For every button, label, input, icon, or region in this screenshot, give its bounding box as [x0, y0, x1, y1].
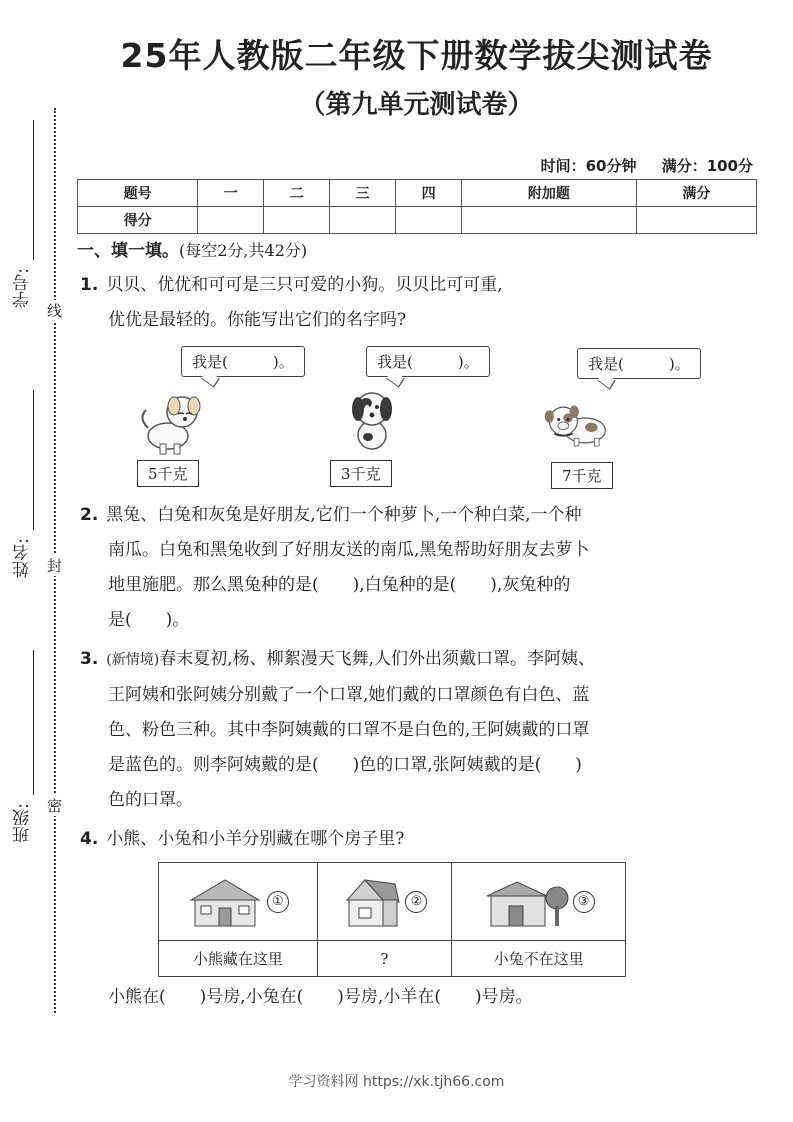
weight-label: 7千克	[551, 462, 613, 489]
houses-caption-row	[159, 941, 626, 977]
student-id-line[interactable]	[33, 120, 34, 260]
question-text: 小熊、小兔和小羊分别藏在哪个房子里?	[106, 829, 405, 849]
name-label: 姓名:	[13, 538, 33, 578]
question-text: 色、粉色三种。其中李阿姨戴的口罩不是白色的,王阿姨戴的口罩	[108, 720, 590, 740]
score-cell: 满分	[636, 180, 756, 207]
house-caption: ?	[317, 941, 452, 977]
house-cell	[159, 863, 318, 941]
score-table-header-row	[78, 180, 757, 207]
question-3	[80, 642, 730, 818]
question-1	[80, 268, 730, 338]
score-cell: 四	[396, 180, 462, 207]
score-cell: 附加题	[462, 180, 637, 207]
speech-bubble[interactable]: 我是( )。	[181, 346, 305, 377]
question-4-answer[interactable]: 小熊在( )号房,小兔在( )号房,小羊在( )号房。	[108, 987, 533, 1007]
page-title: 25年人教版二年级下册数学拔尖测试卷	[120, 36, 713, 75]
question-text: 优优是最轻的。你能写出它们的名字吗?	[108, 310, 407, 330]
score-input-cell[interactable]	[198, 207, 264, 234]
question-text: 色的口罩。	[108, 790, 193, 810]
dog-illustration-icon	[138, 388, 208, 458]
question-text: 地里施肥。那么黑兔种的是( ),白兔种的是( ),灰兔种的	[108, 575, 571, 595]
houses-table	[158, 862, 626, 977]
question-text: 贝贝、优优和可可是三只可爱的小狗。贝贝比可可重,	[106, 275, 503, 295]
weight-label: 3千克	[330, 460, 392, 487]
score-cell: 题号	[78, 180, 198, 207]
score-input-cell[interactable]	[330, 207, 396, 234]
student-id-label: 学号:	[13, 268, 33, 308]
house-cell	[452, 863, 626, 941]
question-number: 3.	[80, 649, 99, 669]
section-title: 一、填一填。	[77, 241, 179, 261]
question-2	[80, 498, 730, 638]
full-score: 满分：100分	[661, 157, 753, 175]
question-text: 春末夏初,杨、柳絮漫天飞舞,人们外出须戴口罩。李阿姨、	[159, 649, 596, 669]
question-text: 是( )。	[108, 610, 190, 630]
score-cell: 二	[264, 180, 330, 207]
dog-illustration-icon	[338, 385, 408, 455]
house-number: ②	[405, 891, 427, 913]
score-input-cell[interactable]	[462, 207, 637, 234]
house-number: ③	[573, 891, 595, 913]
house-caption: 小熊藏在这里	[159, 941, 318, 977]
question-number: 1.	[80, 275, 99, 295]
question-text: 王阿姨和张阿姨分别戴了一个口罩,她们戴的口罩颜色有白色、蓝	[108, 685, 590, 705]
question-number: 4.	[80, 829, 99, 849]
score-input-cell[interactable]	[636, 207, 756, 234]
seal-mark-seal: 封	[44, 555, 65, 576]
house-icon	[341, 876, 401, 928]
question-tag: (新情境)	[106, 652, 160, 668]
question-text: 南瓜。白兔和黑兔收到了好朋友送的南瓜,黑兔帮助好朋友去萝卜	[108, 540, 590, 560]
score-cell: 一	[198, 180, 264, 207]
house-icon	[187, 876, 263, 928]
question-text: 黑兔、白兔和灰兔是好朋友,它们一个种萝卜,一个种白菜,一个种	[106, 505, 582, 525]
seal-mark-line: 线	[44, 300, 65, 321]
section-heading	[77, 236, 307, 261]
question-number: 2.	[80, 505, 99, 525]
score-input-cell[interactable]	[264, 207, 330, 234]
section-note: (每空2分,共42分)	[179, 241, 308, 260]
house-cell	[317, 863, 452, 941]
score-table-score-row	[78, 207, 757, 234]
question-4	[80, 822, 730, 857]
house-caption: 小兔不在这里	[452, 941, 626, 977]
footer-watermark: 学习资料网 https://xk.tjh66.com	[288, 1074, 505, 1090]
dog-illustration-icon	[540, 390, 610, 460]
score-input-cell[interactable]	[396, 207, 462, 234]
score-table	[77, 179, 757, 234]
time-limit: 时间：60分钟	[540, 157, 637, 175]
speech-bubble[interactable]: 我是( )。	[577, 348, 701, 379]
score-cell: 三	[330, 180, 396, 207]
house-icon	[483, 876, 569, 928]
houses-picture-row	[159, 863, 626, 941]
class-line[interactable]	[33, 650, 34, 795]
house-number: ①	[267, 891, 289, 913]
exam-meta	[521, 155, 753, 176]
seal-mark-secret: 密	[44, 795, 65, 816]
name-line[interactable]	[33, 390, 34, 530]
class-label: 班级:	[13, 803, 33, 843]
question-text: 是蓝色的。则李阿姨戴的是( )色的口罩,张阿姨戴的是( )	[108, 755, 582, 775]
weight-label: 5千克	[137, 460, 199, 487]
page-subtitle: （第九单元测试卷）	[299, 90, 534, 120]
score-label: 得分	[78, 207, 198, 234]
speech-bubble[interactable]: 我是( )。	[366, 346, 490, 377]
